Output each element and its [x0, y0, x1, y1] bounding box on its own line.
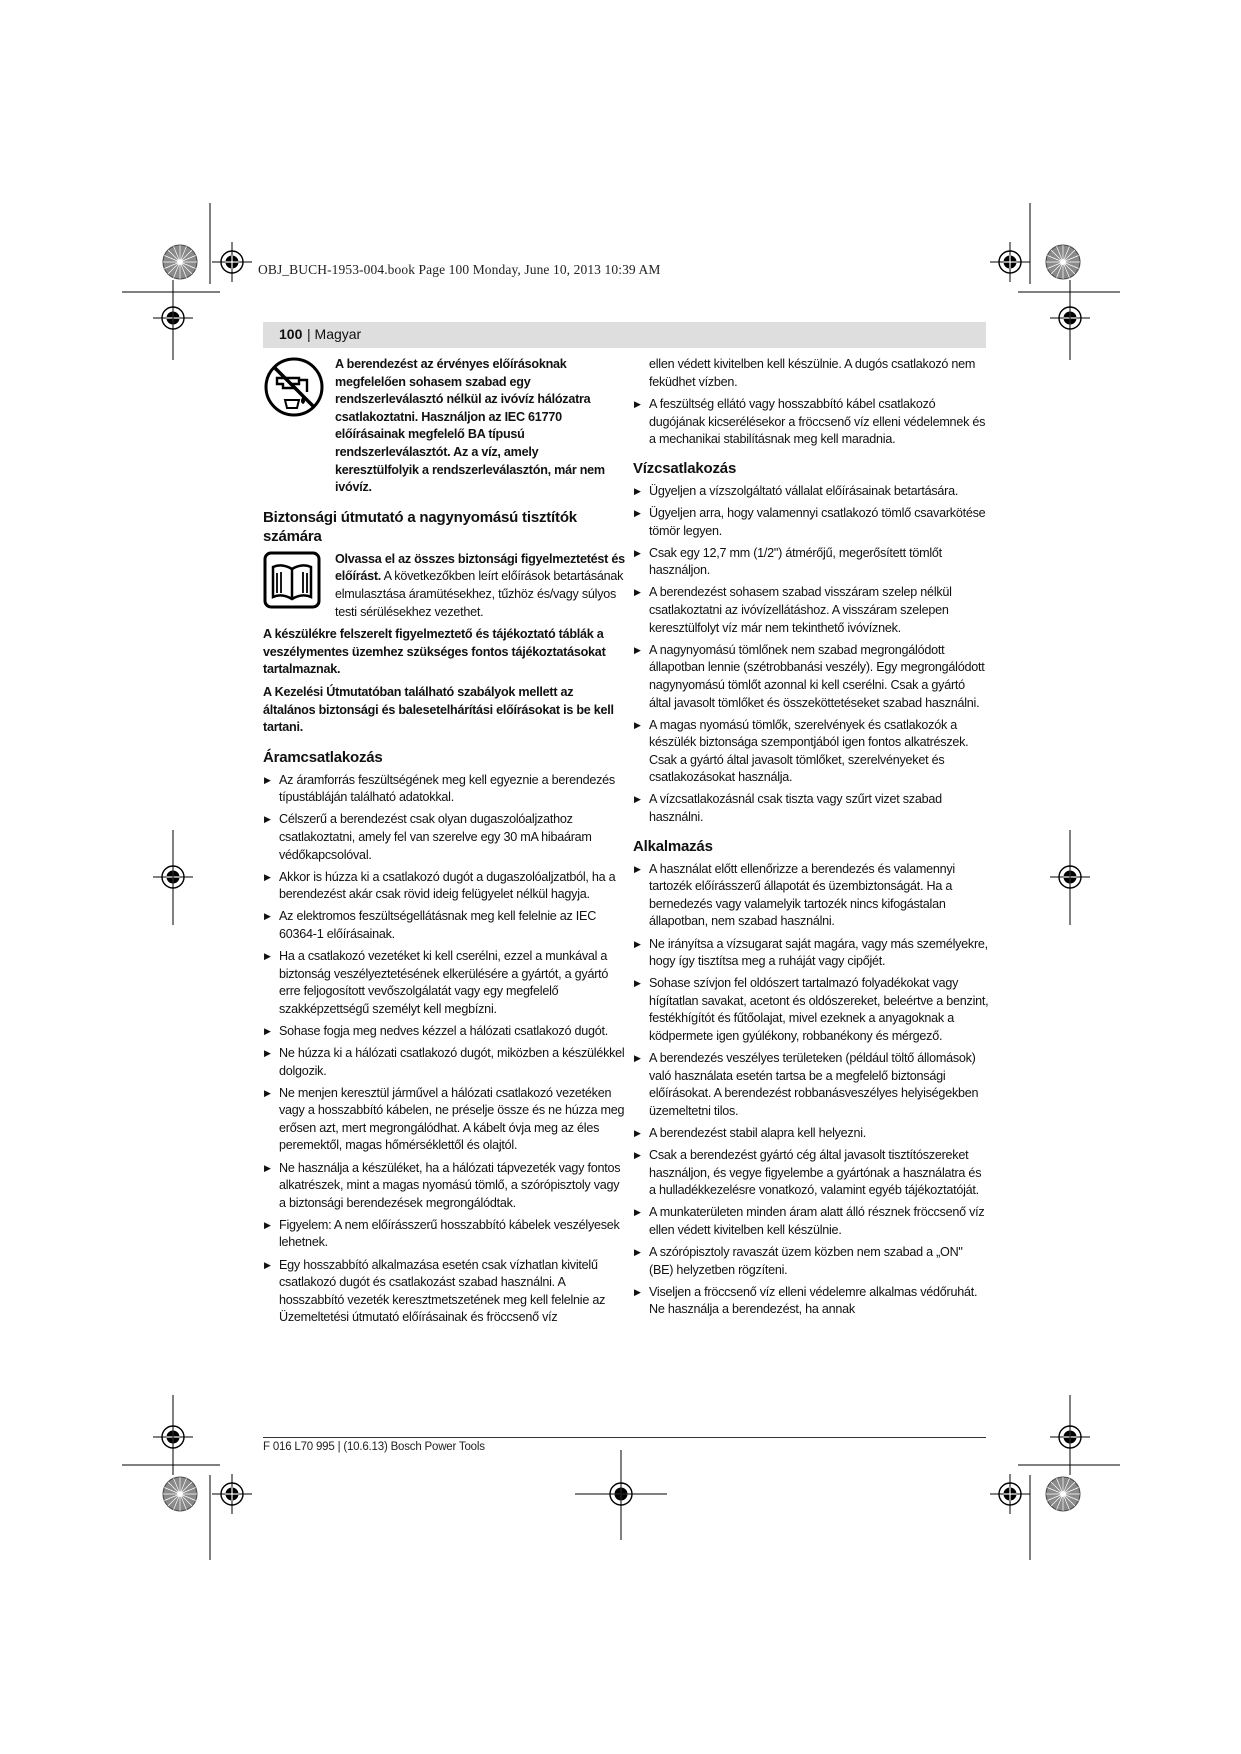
list-item: ▶ A szórópisztoly ravaszát üzem közben nem szabad a „ON" (BE) helyzetben rögzíteni.	[633, 1244, 989, 1279]
print-metadata-line: OBJ_BUCH-1953-004.book Page 100 Monday, June 10, 2013 10:39 AM	[258, 262, 661, 277]
list-item: ▶ Sohase szívjon fel oldószert tartalmazó folyadékokat vagy hígítatlan savakat, acetont és oldószereket, beleértve a benzint, festékhígítót és fűtőolajat, mivel ezeknek a anyagoknak a ködpermete igen gyúlékony, robbanékony és mérgező.	[633, 975, 989, 1045]
list-item: ▶ A vízcsatlakozásnál csak tiszta vagy szűrt vizet szabad használni.	[633, 791, 989, 826]
list-item: ▶ Ne menjen keresztül járművel a hálózati csatlakozó vezetéken vagy a hosszabbító kábelen, ne préselje össze és ne húzza meg erősen azt, mert megrongálódhat. A kábelt óvja meg az éles peremektől, magas hőmérséklettől és olajtól.	[263, 1085, 625, 1155]
heading-water-connection: Vízcsatlakozás	[633, 459, 737, 477]
list-item: ▶ A nagynyomású tömlőnek nem szabad megrongálódott állapotban lennie (szétrobbanási veszély). Egy megrongálódott nagynyomású tömlőt azonnal ki kell cserélni. Csak a gyártó által javasolt tömlőket és összeköttetéseket szabad használni.	[633, 642, 989, 712]
continuation-text: ellen védett kivitelben kell készülnie. A dugós csatlakozó nem feküdhet vízben.	[649, 357, 976, 389]
list-item: ▶ A feszültség ellátó vagy hosszabbító kábel csatlakozó dugójának kicserélésekor a fröccsenő víz elleni védelemnek és a mechanikai stabilításnak meg kell maradnia.	[633, 396, 989, 449]
water-warning-block	[263, 356, 625, 497]
footer-rule	[263, 1437, 986, 1438]
list-item: ▶ Figyelem: A nem előírásszerű hosszabbító kábelek veszélyesek lehetnek.	[263, 1217, 625, 1252]
read-manual-icon	[263, 551, 325, 621]
list-item: ▶ Ne irányítsa a vízsugarat saját magára, vagy más személyekre, hogy így tisztítsa meg a ruháját vagy cipőjét.	[633, 936, 989, 971]
left-column	[263, 356, 625, 1331]
heading-application: Alkalmazás	[633, 837, 713, 855]
list-item: ▶ Célszerű a berendezést csak olyan dugaszolóaljzathoz csatlakoztatni, amely fel van szerelve egy 30 mA hibaáram védőkapcsolóval.	[263, 811, 625, 864]
list-item: ▶ Az áramforrás feszültségének meg kell egyeznie a berendezés típustábláján található adatokkal.	[263, 772, 625, 807]
list-item: ▶ A berendezést sohasem szabad visszáram szelep nélkül csatlakoztatni az ivóvízellátáshoz. A visszáram szelepen keresztülfolyt víz már nem tekinthető ivóvíznek.	[633, 584, 989, 637]
list-item: ▶ Ne húzza ki a hálózati csatlakozó dugót, miközben a készülékkel dolgozik.	[263, 1045, 625, 1080]
use-list	[633, 861, 989, 1319]
list-item: ▶ A berendezést stabil alapra kell helyezni.	[633, 1125, 989, 1143]
page-header	[263, 322, 986, 348]
list-item: ▶ A munkaterületen minden áram alatt álló résznek fröccsenő víz ellen védett kivitelben kell készülnie.	[633, 1204, 989, 1239]
para-warning-labels: A készülékre felszerelt figyelmeztető és tájékoztató táblák a veszélymentes üzemhez szükséges fontos tájékoztatásokat tartalmaznak.	[263, 627, 606, 677]
list-item: ▶ Ügyeljen arra, hogy valamennyi csatlakozó tömlő csavarkötése tömör legyen.	[633, 505, 989, 540]
no-drinking-water-icon	[263, 356, 325, 497]
water-list	[633, 483, 989, 827]
section-title: | Magyar	[307, 326, 362, 342]
list-item: ▶ Csak a berendezést gyártó cég által javasolt tisztítószereket használjon, és vegye figyelembe a gyártónak a használatra és a hulladékkezelésre vonatkozó, valamint egyéb tájékoztatóját.	[633, 1147, 989, 1200]
list-item: ▶ Sohase fogja meg nedves kézzel a hálózati csatlakozó dugót.	[263, 1023, 625, 1041]
list-item: ▶ A magas nyomású tömlők, szerelvények és csatlakozók a készülék biztonsága szempontjából igen fontos alkatrészek. Csak a gyártó által javasolt tömlőket, szerelvényeket és csatlakozásokat használja.	[633, 717, 989, 787]
list-item: ▶ Egy hosszabbító alkalmazása esetén csak vízhatlan kivitelű csatlakozó dugót és csatlakozást szabad használni. A hosszabbító vezeték keresztmetszetének meg kell felelnie az Üzemeltetési útmutató előírásainak és fröccsenő víz	[263, 1257, 625, 1327]
right-column	[633, 356, 989, 1323]
water-warning-text: A berendezést az érvényes előírásoknak megfelelően sohasem szabad egy rendszerleválasztó nélkül az ivóvíz hálózatra csatlakoztatni. Használjon az IEC 61770 előírásainak megfelelő BA típusú rendszerleválasztót. Az a víz, amely keresztülfolyik a rendszerleválasztón, már nem ivóvíz.	[335, 357, 605, 495]
cable-list	[633, 396, 989, 449]
list-item: ▶ Csak egy 12,7 mm (1/2") átmérőjű, megerősített tömlőt használjon.	[633, 545, 989, 580]
read-manual-bold: Olvassa el az összes biztonsági figyelmeztetést és előírást.	[335, 551, 625, 584]
list-item: ▶ A használat előtt ellenőrizze a berendezés és valamennyi tartozék előírásszerű állapotát és üzembiztonságát. Ha a bernedezés vagy valamelyik tartozék nincs kifogástalan állapotban, nem szabad használni.	[633, 861, 989, 931]
page-number: 100	[279, 326, 303, 342]
list-item: ▶ Az elektromos feszültségellátásnak meg kell felelnie az IEC 60364-1 előírásainak.	[263, 908, 625, 943]
read-manual-rest: A következőkben leírt előírások betartásának elmulasztása áramütésekhez, tűzhöz és/vagy súlyos testi sérülésekhez vezethet.	[335, 569, 624, 619]
list-item: ▶ Ügyeljen a vízszolgáltató vállalat előírásainak betartására.	[633, 483, 989, 501]
list-item: ▶ Ha a csatlakozó vezetéket ki kell cserélni, ezzel a munkával a biztonság veszélyeztetésének elkerülésére a gyártót, a gyártó erre feljogosított vevőszolgálatát vagy egy megfelelő szakképzettségű személyt kell megbízni.	[263, 948, 625, 1018]
heading-power-connection: Áramcsatlakozás	[263, 748, 383, 766]
list-item: ▶ Akkor is húzza ki a csatlakozó dugót a dugaszolóaljzatból, ha a berendezést akár csak rövid ideig felügyelet nélkül hagyja.	[263, 869, 625, 904]
list-item: ▶ Viseljen a fröccsenő víz elleni védelemre alkalmas védőruhát. Ne használja a berendezést, ha annak	[633, 1284, 989, 1319]
read-manual-text	[335, 551, 625, 621]
page-footer: F 016 L70 995 | (10.6.13) Bosch Power Tools	[263, 1441, 485, 1453]
para-general-rules: A Kezelési Útmutatóban található szabályok mellett az általános biztonsági és balesetelhárítási előírásokat is be kell tartani.	[263, 684, 614, 735]
heading-safety: Biztonsági útmutató a nagynyomású tisztítók számára	[263, 508, 577, 545]
list-item: ▶ A berendezés veszélyes területeken (például töltő állomások) való használata esetén tartsa be a megfelelő biztonsági előírásokat. A berendezést robbanásveszélyes helyiségekben üzemeltetni tilos.	[633, 1050, 989, 1120]
read-manual-block	[263, 551, 625, 621]
power-list	[263, 772, 625, 1327]
list-item: ▶ Ne használja a készüléket, ha a hálózati tápvezeték vagy fontos alkatrészek, mint a magas nyomású tömlő, a szórópisztoly vagy a biztonsági berendezések megrongálódtak.	[263, 1160, 625, 1213]
